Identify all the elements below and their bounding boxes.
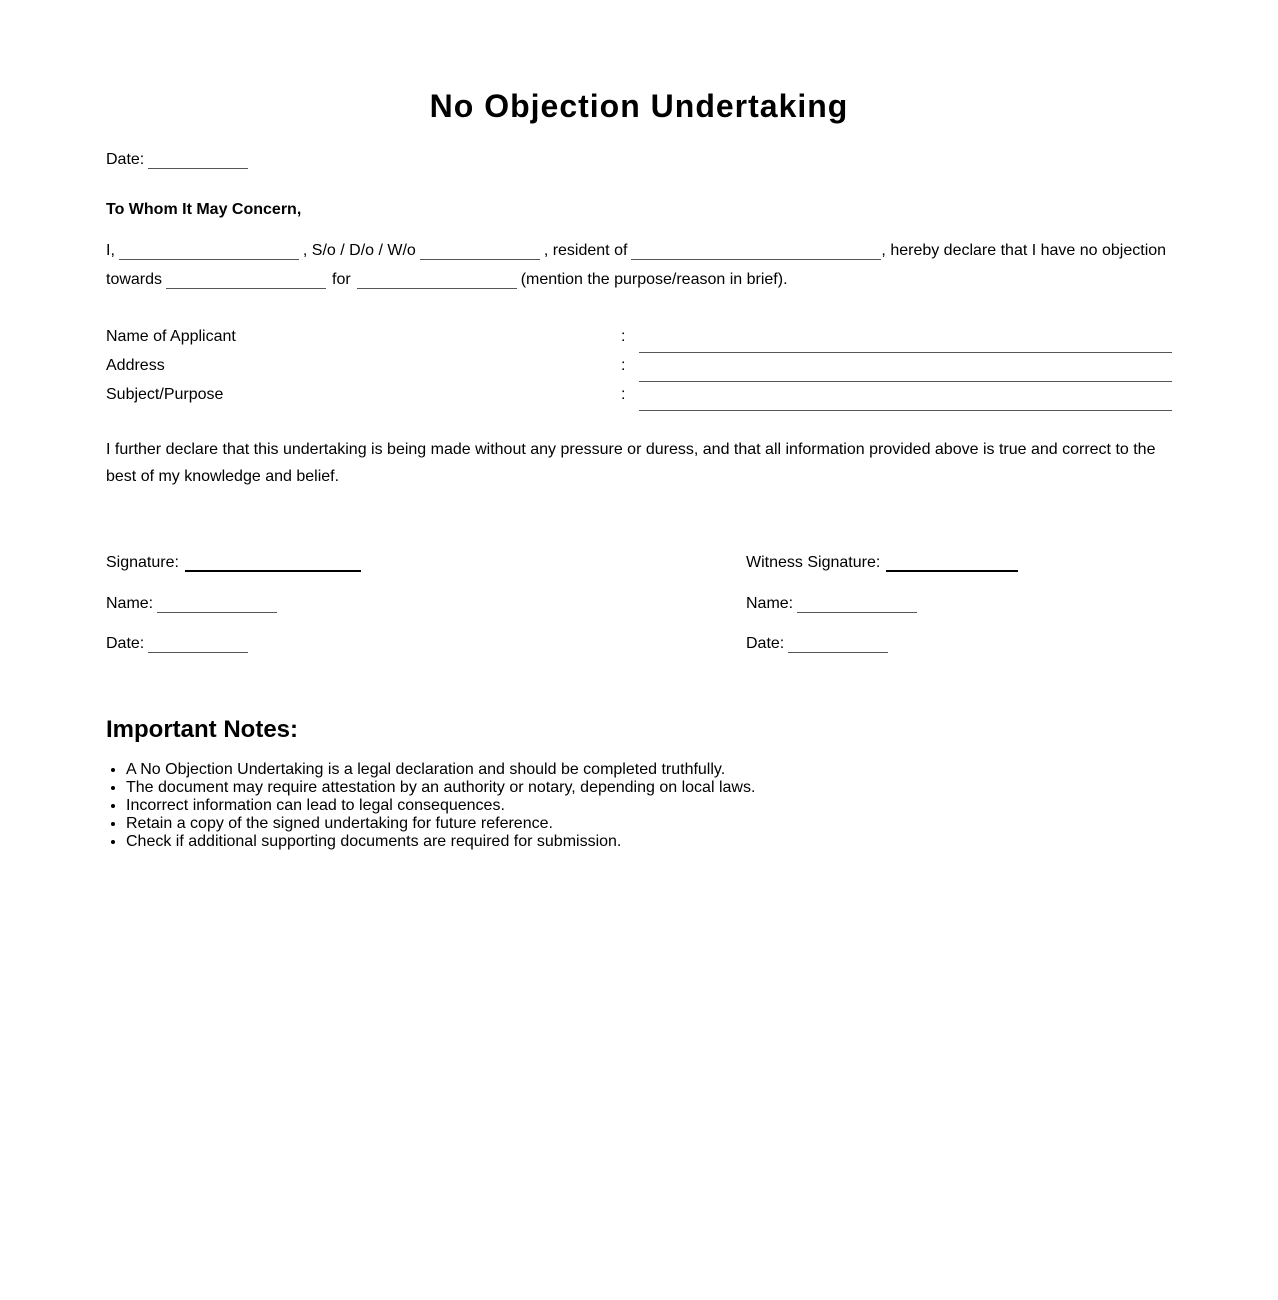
field-colon: : — [621, 357, 626, 374]
declaration-text-mention: (mention the purpose/reason in brief). — [520, 271, 788, 288]
declarant-name-blank[interactable] — [119, 237, 299, 260]
signatory-block — [106, 550, 365, 670]
field-label: Address — [106, 357, 165, 374]
declaration-line-1 — [106, 237, 1166, 260]
signatory-name-row — [106, 590, 365, 630]
relation-name-blank[interactable] — [420, 237, 540, 260]
list-item: • Check if additional supporting documents are required for submission. — [126, 833, 755, 851]
witness-block — [746, 550, 1022, 670]
declaration-text-towards: towards — [106, 271, 163, 288]
field-label: Subject/Purpose — [106, 386, 224, 403]
list-item: • Retain a copy of the signed undertaking for future reference. — [126, 815, 755, 833]
top-date-row — [106, 146, 252, 169]
witness-name-blank[interactable] — [797, 590, 917, 613]
signatory-signature-row — [106, 550, 365, 590]
signatory-date-blank[interactable] — [148, 630, 248, 653]
signatory-name-blank[interactable] — [157, 590, 277, 613]
greeting: To Whom It May Concern, — [106, 201, 302, 218]
field-colon: : — [621, 328, 626, 345]
field-subject-purpose — [106, 384, 1172, 413]
list-item: • The document may require attestation by an authority or notary, depending on local laws. — [126, 779, 755, 797]
list-item: • Incorrect information can lead to legal consequences. — [126, 797, 755, 815]
purpose-blank[interactable] — [357, 266, 517, 289]
signatory-name-label: Name: — [106, 595, 154, 612]
subject-purpose-blank[interactable] — [639, 410, 1172, 411]
field-name-of-applicant — [106, 326, 1172, 355]
declaration-text-for: for — [332, 271, 351, 288]
towards-blank[interactable] — [166, 266, 326, 289]
declaration-text-resident: , resident of — [543, 242, 628, 259]
residence-blank[interactable] — [631, 237, 881, 260]
witness-signature-label: Witness Signature: — [746, 554, 881, 571]
applicant-fields — [106, 326, 1172, 413]
field-label: Name of Applicant — [106, 328, 236, 345]
witness-date-label: Date: — [746, 635, 785, 652]
declaration-line-2 — [106, 266, 788, 289]
witness-date-row — [746, 630, 1022, 670]
signature-label: Signature: — [106, 554, 179, 571]
notes-heading: Important Notes: — [106, 716, 298, 743]
page-title: No Objection Undertaking — [429, 88, 849, 124]
signatory-date-label: Date: — [106, 635, 145, 652]
witness-signature-row — [746, 550, 1022, 590]
witness-signature-blank[interactable] — [886, 550, 1018, 572]
list-item: • A No Objection Undertaking is a legal declaration and should be completed truthfully. — [126, 761, 755, 779]
field-address — [106, 355, 1172, 384]
declaration-text-relation: , S/o / D/o / W/o — [302, 242, 416, 259]
name-of-applicant-blank[interactable] — [639, 352, 1172, 353]
top-date-label: Date: — [106, 151, 145, 168]
signatory-date-row — [106, 630, 365, 670]
witness-name-label: Name: — [746, 595, 794, 612]
signature-blank[interactable] — [185, 550, 361, 572]
declaration-text-i: I, — [106, 242, 115, 259]
further-declaration: I further declare that this undertaking is being made without any pressure or duress, and that all information provided above is true and correct to the best of my knowledge and belief. — [106, 441, 1156, 485]
address-blank[interactable] — [639, 381, 1172, 382]
top-date-blank[interactable] — [148, 146, 248, 169]
declaration-text-objection: , hereby declare that I have no objection — [881, 242, 1167, 259]
notes-list — [106, 761, 755, 851]
witness-date-blank[interactable] — [788, 630, 888, 653]
field-colon: : — [621, 386, 626, 403]
witness-name-row — [746, 590, 1022, 630]
